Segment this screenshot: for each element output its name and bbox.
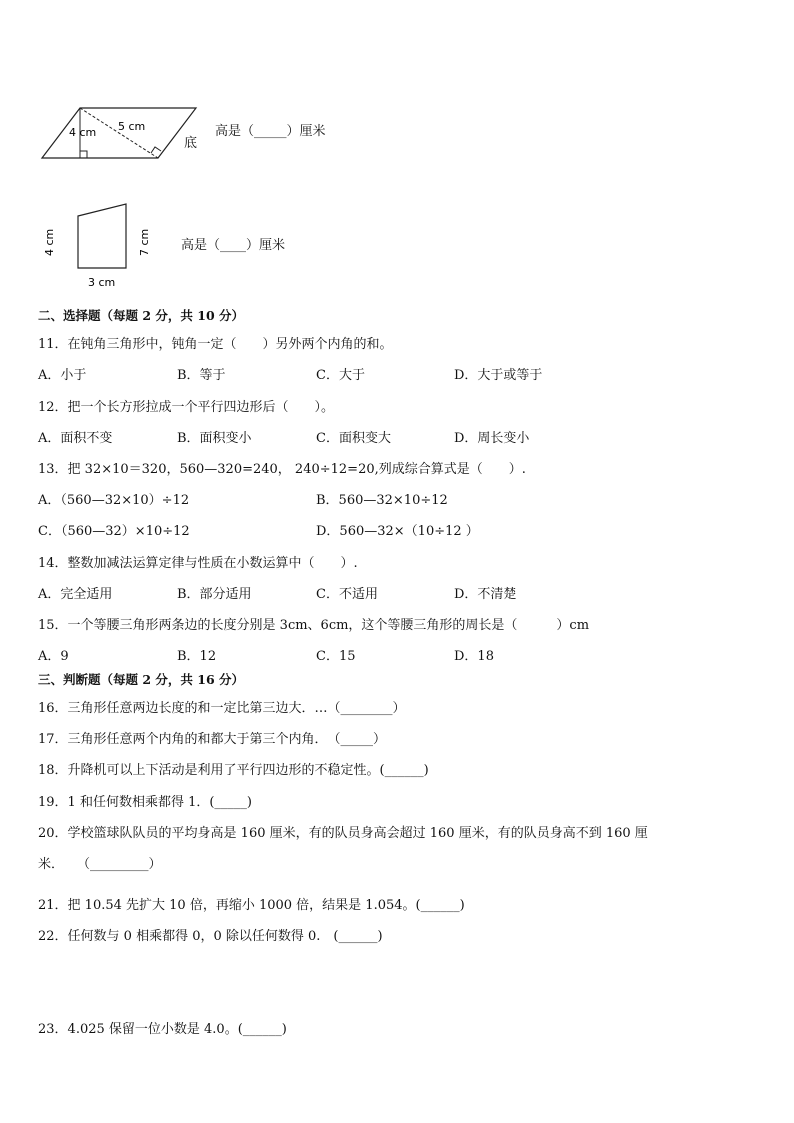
trapezoid-shape xyxy=(78,204,126,268)
q14-option-b: B．部分适用 xyxy=(177,587,252,602)
question-17: 17．三角形任意两个内角的和都大于第三个内角． （_____） xyxy=(38,732,387,747)
q13-option-c: C．（560—32）×10÷12 xyxy=(38,524,190,539)
section2-heading: 二、选择题（每题 2 分，共 10 分） xyxy=(38,308,245,323)
q14-option-a: A．完全适用 xyxy=(38,587,113,602)
trapezoid-figure xyxy=(40,196,160,292)
q15-option-a: A．9 xyxy=(38,649,69,664)
label-5cm: 5 cm xyxy=(118,120,146,133)
figure2-caption: 高是（____）厘米 xyxy=(181,238,286,253)
q11-option-c: C．大于 xyxy=(316,368,365,383)
q11-option-d: D．大于或等于 xyxy=(454,368,543,383)
question-12: 12．把一个长方形拉成一个平行四边形后（ ）。 xyxy=(38,400,335,415)
q15-option-b: B．12 xyxy=(177,649,217,664)
q11-option-b: B．等于 xyxy=(177,368,226,383)
q12-option-b: B．面积变小 xyxy=(177,431,252,446)
label-3cm: 3 cm xyxy=(88,276,116,289)
q15-option-c: C．15 xyxy=(316,649,356,664)
question-20-line2: 米． （_________） xyxy=(38,857,162,872)
q14-option-d: D．不清楚 xyxy=(454,587,517,602)
question-21: 21．把 10.54 先扩大 10 倍，再缩小 1000 倍，结果是 1.054。(______) xyxy=(38,898,465,913)
q14-option-c: C．不适用 xyxy=(316,587,378,602)
parallelogram-figure xyxy=(36,100,206,164)
q12-option-c: C．面积变大 xyxy=(316,431,391,446)
q13-option-b: B．560—32×10÷12 xyxy=(316,493,448,508)
q12-option-a: A．面积不变 xyxy=(38,431,113,446)
section3-heading: 三、判断题（每题 2 分，共 16 分） xyxy=(38,672,245,687)
figure1-caption: 高是（_____）厘米 xyxy=(215,124,326,139)
q13-option-d: D．560—32×（10÷12 ） xyxy=(316,524,479,539)
question-16: 16．三角形任意两边长度的和一定比第三边大．…（________） xyxy=(38,701,406,716)
question-22: 22．任何数与 0 相乘都得 0，0 除以任何数得 0. (______) xyxy=(38,929,383,944)
question-11: 11．在钝角三角形中，钝角一定（ ）另外两个内角的和。 xyxy=(38,337,393,352)
question-19: 19．1 和任何数相乘都得 1．(_____) xyxy=(38,795,252,810)
right-angle-mark-1 xyxy=(80,151,87,158)
question-20-line1: 20．学校篮球队队员的平均身高是 160 厘米，有的队员身高会超过 160 厘米，有的队员身高不到 160 厘 xyxy=(38,826,648,841)
q12-option-d: D．周长变小 xyxy=(454,431,530,446)
label-4cm: 4 cm xyxy=(69,126,97,139)
q15-option-d: D．18 xyxy=(454,649,494,664)
question-18: 18．升降机可以上下活动是利用了平行四边形的不稳定性。(______) xyxy=(38,763,429,778)
question-13: 13．把 32×10＝320，560—320=240， 240÷12=20,列成综合算式是（ ）. xyxy=(38,462,526,477)
label-base: 底 xyxy=(184,136,198,151)
q11-option-a: A．小于 xyxy=(38,368,87,383)
question-15: 15．一个等腰三角形两条边的长度分别是 3cm、6cm，这个等腰三角形的周长是（ ）cm xyxy=(38,618,590,633)
q13-option-a: A．（560—32×10）÷12 xyxy=(38,493,190,508)
question-14: 14．整数加减法运算定律与性质在小数运算中（ ）. xyxy=(38,556,358,571)
right-angle-mark-2 xyxy=(151,147,161,153)
label-4cm-vertical: 4 cm xyxy=(43,228,56,256)
label-7cm-vertical: 7 cm xyxy=(138,228,151,256)
question-23: 23．4.025 保留一位小数是 4.0。(______) xyxy=(38,1022,287,1037)
